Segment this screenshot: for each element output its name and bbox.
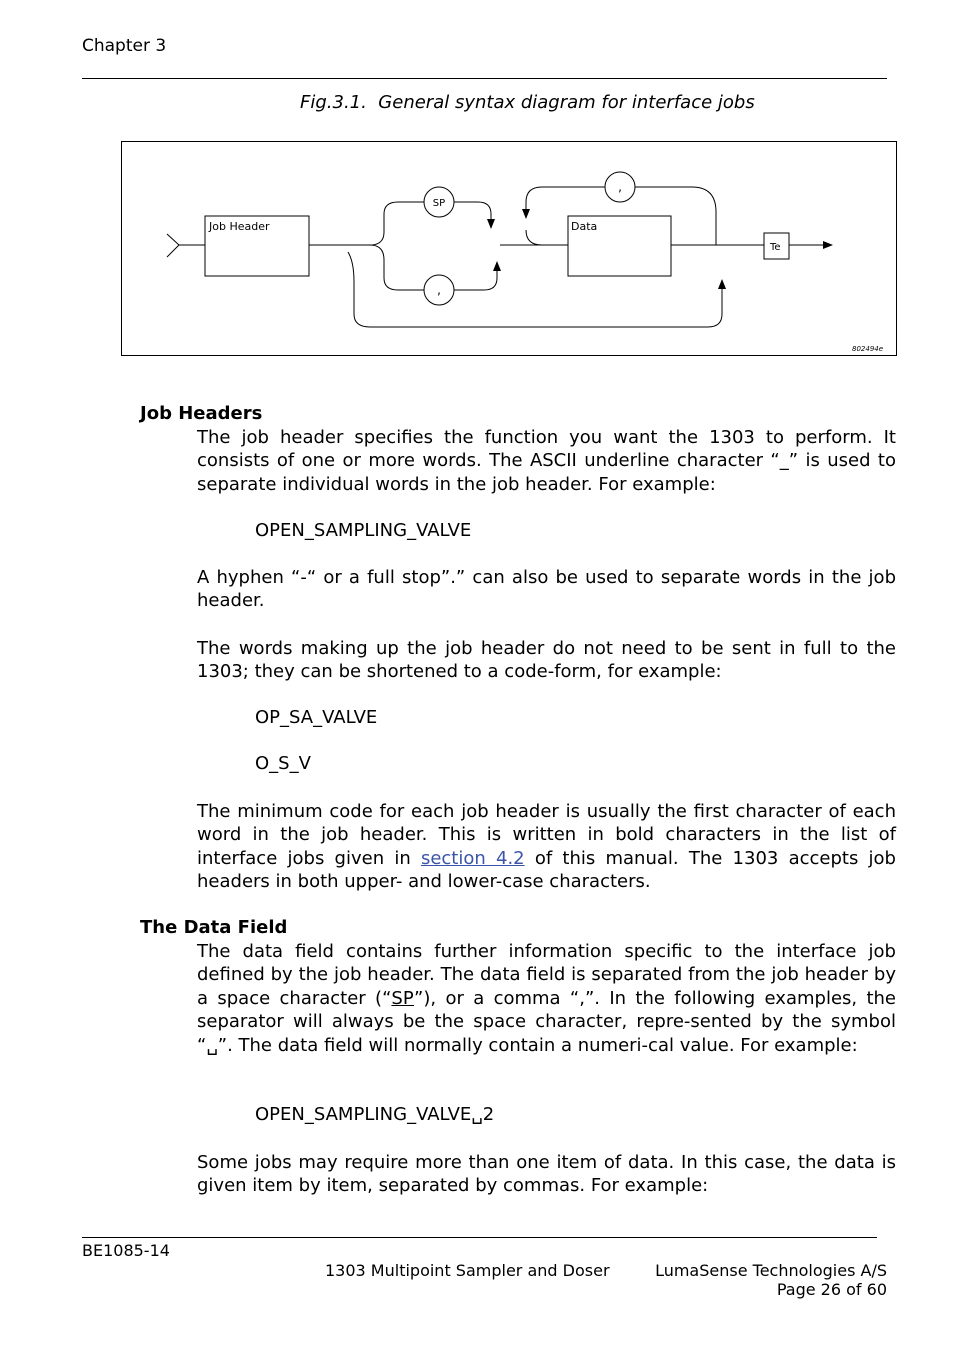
job-header-label: Job Header [209, 220, 270, 233]
product-name: 1303 Multipoint Sampler and Doser [325, 1261, 610, 1280]
data-field-paragraph-1 [197, 940, 896, 1057]
data-label: Data [571, 220, 598, 233]
comma-top-label: , [618, 180, 622, 194]
te-label: Te [770, 242, 781, 253]
comma-bottom-label: , [437, 283, 441, 297]
sp-abbreviation: SP [391, 987, 415, 1009]
syntax-diagram [121, 141, 897, 356]
job-headers-paragraph-1: The job header specifies the function you want the 1303 to perform. It consists of one or more words. The ASCII underline character “_” is used to separate individual words in the job header. For example: [197, 427, 896, 495]
header-rule [82, 78, 887, 79]
chapter-label: Chapter 3 [82, 36, 167, 56]
paragraph-text: ”), or a comma “,”. In the following examples, the separator will always be the space character, repre-sented by the symbol “␣”. The data field will normally contain a numeri-cal value. For example: [197, 987, 896, 1056]
doc-id: BE1085-14 [82, 1241, 170, 1260]
footer-rule [82, 1237, 877, 1238]
code-example-open-sampling-valve: OPEN_SAMPLING_VALVE [255, 520, 472, 541]
figure-id: 802494e [852, 345, 884, 353]
page-number: Page 26 of 60 [776, 1280, 887, 1299]
syntax-diagram-svg [122, 142, 896, 355]
company-name: LumaSense Technologies A/S [655, 1261, 887, 1280]
figure-caption: Fig.3.1. General syntax diagram for interface jobs [300, 92, 755, 113]
job-headers-heading: Job Headers [140, 403, 263, 424]
data-field-paragraph-2: Some jobs may require more than one item of data. In this case, the data is given item by item, separated by commas. For example: [197, 1152, 896, 1197]
sp-label: SP [432, 198, 446, 209]
job-headers-paragraph-3: The words making up the job header do not need to be sent in full to the 1303; they can be shortened to a code-form, for example: [197, 638, 896, 683]
code-example-op-sa-valve: OP_SA_VALVE [255, 707, 378, 728]
job-headers-paragraph-4 [197, 800, 896, 894]
section-4-2-link[interactable]: section 4.2 [420, 847, 525, 869]
paragraph-text: The data field contains further information specific to the interface job defined by the job header. The data field is separated from the job header by a space character (“ [197, 941, 896, 1009]
paragraph-text: of this manual. The 1303 accepts job headers in both upper- and lower-case characters. [197, 847, 896, 893]
paragraph-text: The minimum code for each job header is usually the first character of each word in the job header. This is written in bold characters in the list of interface jobs given in [197, 801, 896, 869]
job-headers-paragraph-2: A hyphen “-“ or a full stop”.” can also be used to separate words in the job header. [197, 567, 896, 612]
entry-mark [167, 234, 179, 257]
code-example-open-sampling-valve-2: OPEN_SAMPLING_VALVE␣2 [255, 1104, 495, 1125]
code-example-o-s-v: O_S_V [255, 753, 311, 774]
data-field-heading: The Data Field [140, 917, 288, 938]
